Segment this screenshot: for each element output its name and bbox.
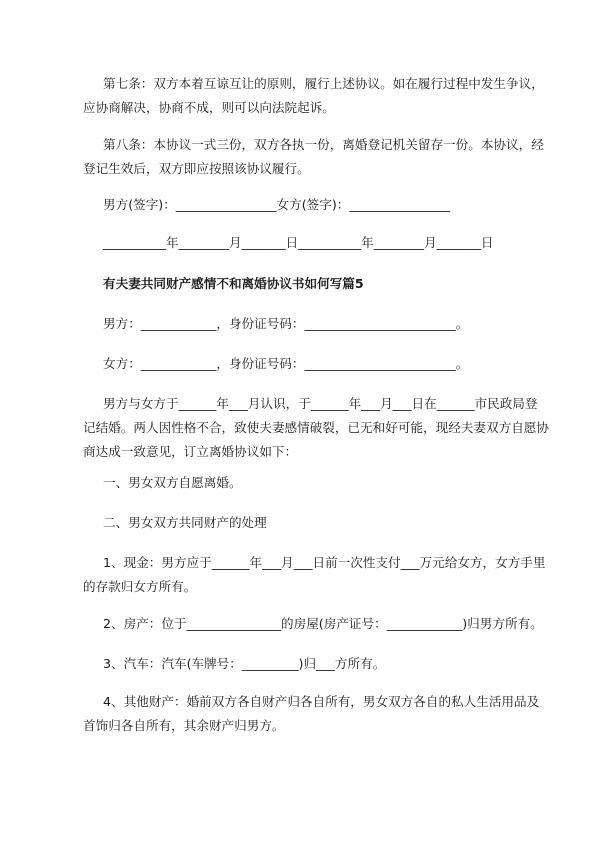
article-7 [83,72,544,120]
other-property-clause [83,690,540,738]
husband-line: 男方：____________，身份证号码：________________________。 [103,316,469,331]
article-8-line-1: 第八条：本协议一式三份，双方各执一份，离婚登记机关留存一份。本协议，经 [103,137,544,152]
wife-line: 女方：____________，身份证号码：________________________。 [103,356,469,371]
article-7-line-1: 第七条：双方本着互谅互让的原则，履行上述协议。如在履行过程中发生争议， [103,76,544,91]
other-line-1: 4、其他财产：婚前双方各自财产归各自所有，男女双方各自的私人生活用品及 [103,694,540,709]
item-1: 一、男女双方自愿离婚。 [103,475,242,490]
intro-paragraph [83,392,549,464]
intro-line-1: 男方与女方于______年___月认识，于______年___月___日在______市民政局登 [103,396,538,411]
intro-line-3: 商达成一致意见，订立离婚协议如下： [83,444,298,459]
date-line: __________年________月_______日__________年________月_______日 [103,235,494,250]
cash-line-1: 1、现金：男方应于______年___月___日前一次性支付___万元给女方，女方手里 [103,555,546,570]
section-title: 有夫妻共同财产感情不和离婚协议书如何写篇5 [103,276,364,291]
other-line-2: 首饰归各自所有，其余财产归男方。 [83,718,285,733]
article-8 [83,133,544,181]
article-8-line-2: 登记生效后，双方即应按照该协议履行。 [83,161,310,176]
article-7-line-2: 应协商解决，协商不成，则可以向法院起诉。 [83,100,335,115]
cash-clause [83,551,546,599]
cash-line-2: 的存款归女方所有。 [83,579,197,594]
intro-line-2: 记结婚。两人因性格不合，致使夫妻感情破裂，已无和好可能，现经夫妻双方自愿协 [83,420,549,435]
item-2: 二、男女双方共同财产的处理 [103,515,267,530]
signature-line: 男方(签字)：________________女方(签字)：________________ [103,197,451,212]
car-clause: 3、汽车：汽车(车牌号：_________)归___方所有。 [103,656,386,671]
house-clause: 2、房产：位于_______________的房屋(房产证号：____________)归男方所有。 [103,616,543,631]
